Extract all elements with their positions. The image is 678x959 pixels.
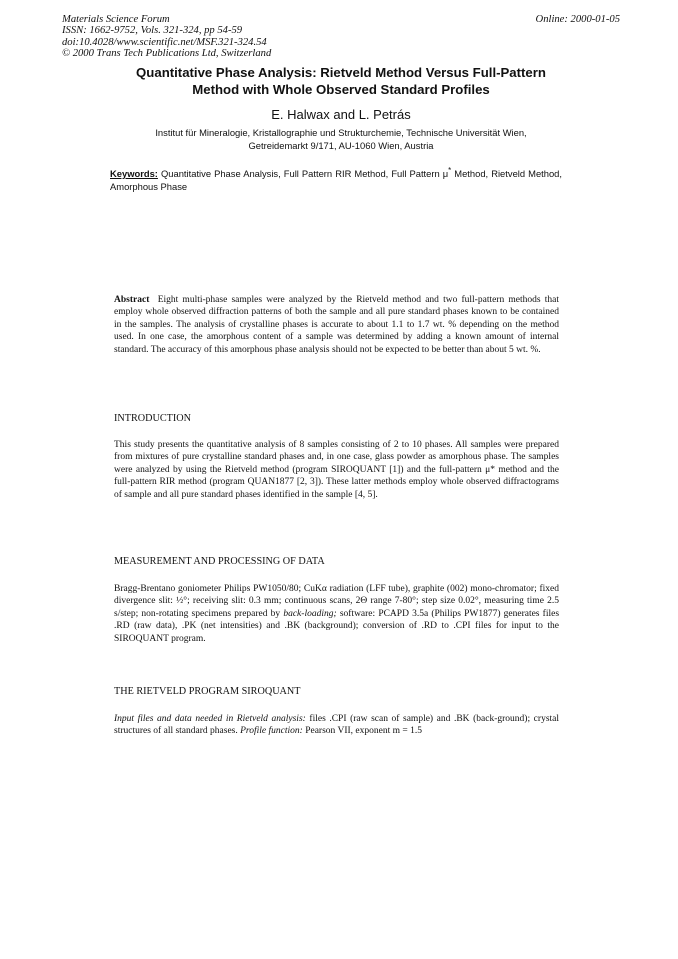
section-heading-introduction: INTRODUCTION	[114, 413, 191, 424]
abstract-text: Eight multi-phase samples were analyzed by the Rietveld method and two full-pattern methods that employ whole observed diffraction patterns of both the sample and all pure standard phases known to be contained in the samples. The analysis of crystalline phases is accurate to about 1.1 to 1.7 wt. % depending on the method used. In one case, the amorphous content of a sample was determined by adding a known amount of internal standard. The accuracy of this amorphous phase analysis should not be expected to be better than about 5 wt. %.	[114, 295, 559, 355]
rietveld-italic-2: Profile function:	[240, 726, 303, 737]
title-line-1: Quantitative Phase Analysis: Rietveld Method Versus Full-Pattern	[136, 65, 546, 80]
keywords-text-2: Method, Rietveld Method, Amorphous Phase	[110, 168, 563, 193]
keywords-label: Keywords:	[110, 168, 158, 180]
journal-name: Materials Science Forum	[62, 14, 170, 25]
authors: E. Halwax and L. Petrás	[271, 107, 411, 122]
keywords-sup: *	[448, 166, 452, 175]
rietveld-text-1: files .CPI (raw scan of sample) and .BK (back-ground); crystal structures of all standard phases.	[114, 714, 560, 737]
rietveld-text-2: Pearson VII, exponent m = 1.5	[305, 726, 422, 737]
measurement-italic: back-loading;	[283, 608, 337, 619]
affiliation-line-2: Getreidemarkt 9/171, AU-1060 Wien, Austria	[248, 139, 434, 151]
paper-title	[62, 64, 620, 98]
rietveld-italic-1: Input files and data needed in Rietveld analysis:	[114, 714, 306, 724]
measurement-text-2: software: PCAPD 3.5a (Philips PW1877) generates files .RD (raw data), .PK (net intensities) and .BK (background); conversion of .RD to .CPI files for input to the SIROQUANT program.	[114, 608, 560, 644]
introduction-paragraph: This study presents the quantitative analysis of 8 samples consisting of 2 to 10 phases. All samples were prepared from mixtures of pure crystalline standard phases and, in one case, glass powder as amorphous phase. The samples were analyzed by using the Rietveld method (program SIROQUANT [1]) and the full-pattern μ* method and the full-pattern RIR method (program QUAN1877 [2, 3]). These latter methods employ whole observed diffractograms of sample and all pure standard phases identified in the sample [4, 5].	[114, 440, 559, 500]
rietveld-paragraph	[114, 713, 559, 738]
doi-line: doi:10.4028/www.scientific.net/MSF.321-324.54	[62, 36, 267, 48]
online-date: Online: 2000-01-05	[535, 14, 620, 25]
section-heading-measurement: MEASUREMENT AND PROCESSING OF DATA	[114, 556, 325, 567]
abstract-label: Abstract	[114, 295, 150, 305]
keywords	[110, 164, 562, 193]
issn-line: ISSN: 1662-9752, Vols. 321-324, pp 54-59	[62, 25, 243, 37]
affiliation	[62, 127, 620, 152]
affiliation-line-1: Institut für Mineralogie, Kristallographie und Strukturchemie, Technische Universität Wien,	[155, 127, 527, 138]
journal-header	[62, 14, 620, 59]
section-heading-rietveld: THE RIETVELD PROGRAM SIROQUANT	[114, 686, 301, 697]
measurement-paragraph	[114, 583, 559, 645]
keywords-text-1: Quantitative Phase Analysis, Full Pattern RIR Method, Full Pattern μ	[161, 168, 449, 180]
copyright-line: © 2000 Trans Tech Publications Ltd, Switzerland	[62, 47, 272, 59]
abstract	[114, 294, 559, 356]
measurement-text-1: Bragg-Brentano goniometer Philips PW1050/80; CuKα radiation (LFF tube), graphite (002) mono-chromator; fixed divergence slit: ½°; receiving slit: 0.3 mm; continuous scans, 2Θ range 7-80°; step size 0.02°, measuring time 2.5 s/step; non-rotating specimens prepared by	[114, 584, 559, 619]
title-line-2: Method with Whole Observed Standard Profiles	[192, 82, 490, 97]
